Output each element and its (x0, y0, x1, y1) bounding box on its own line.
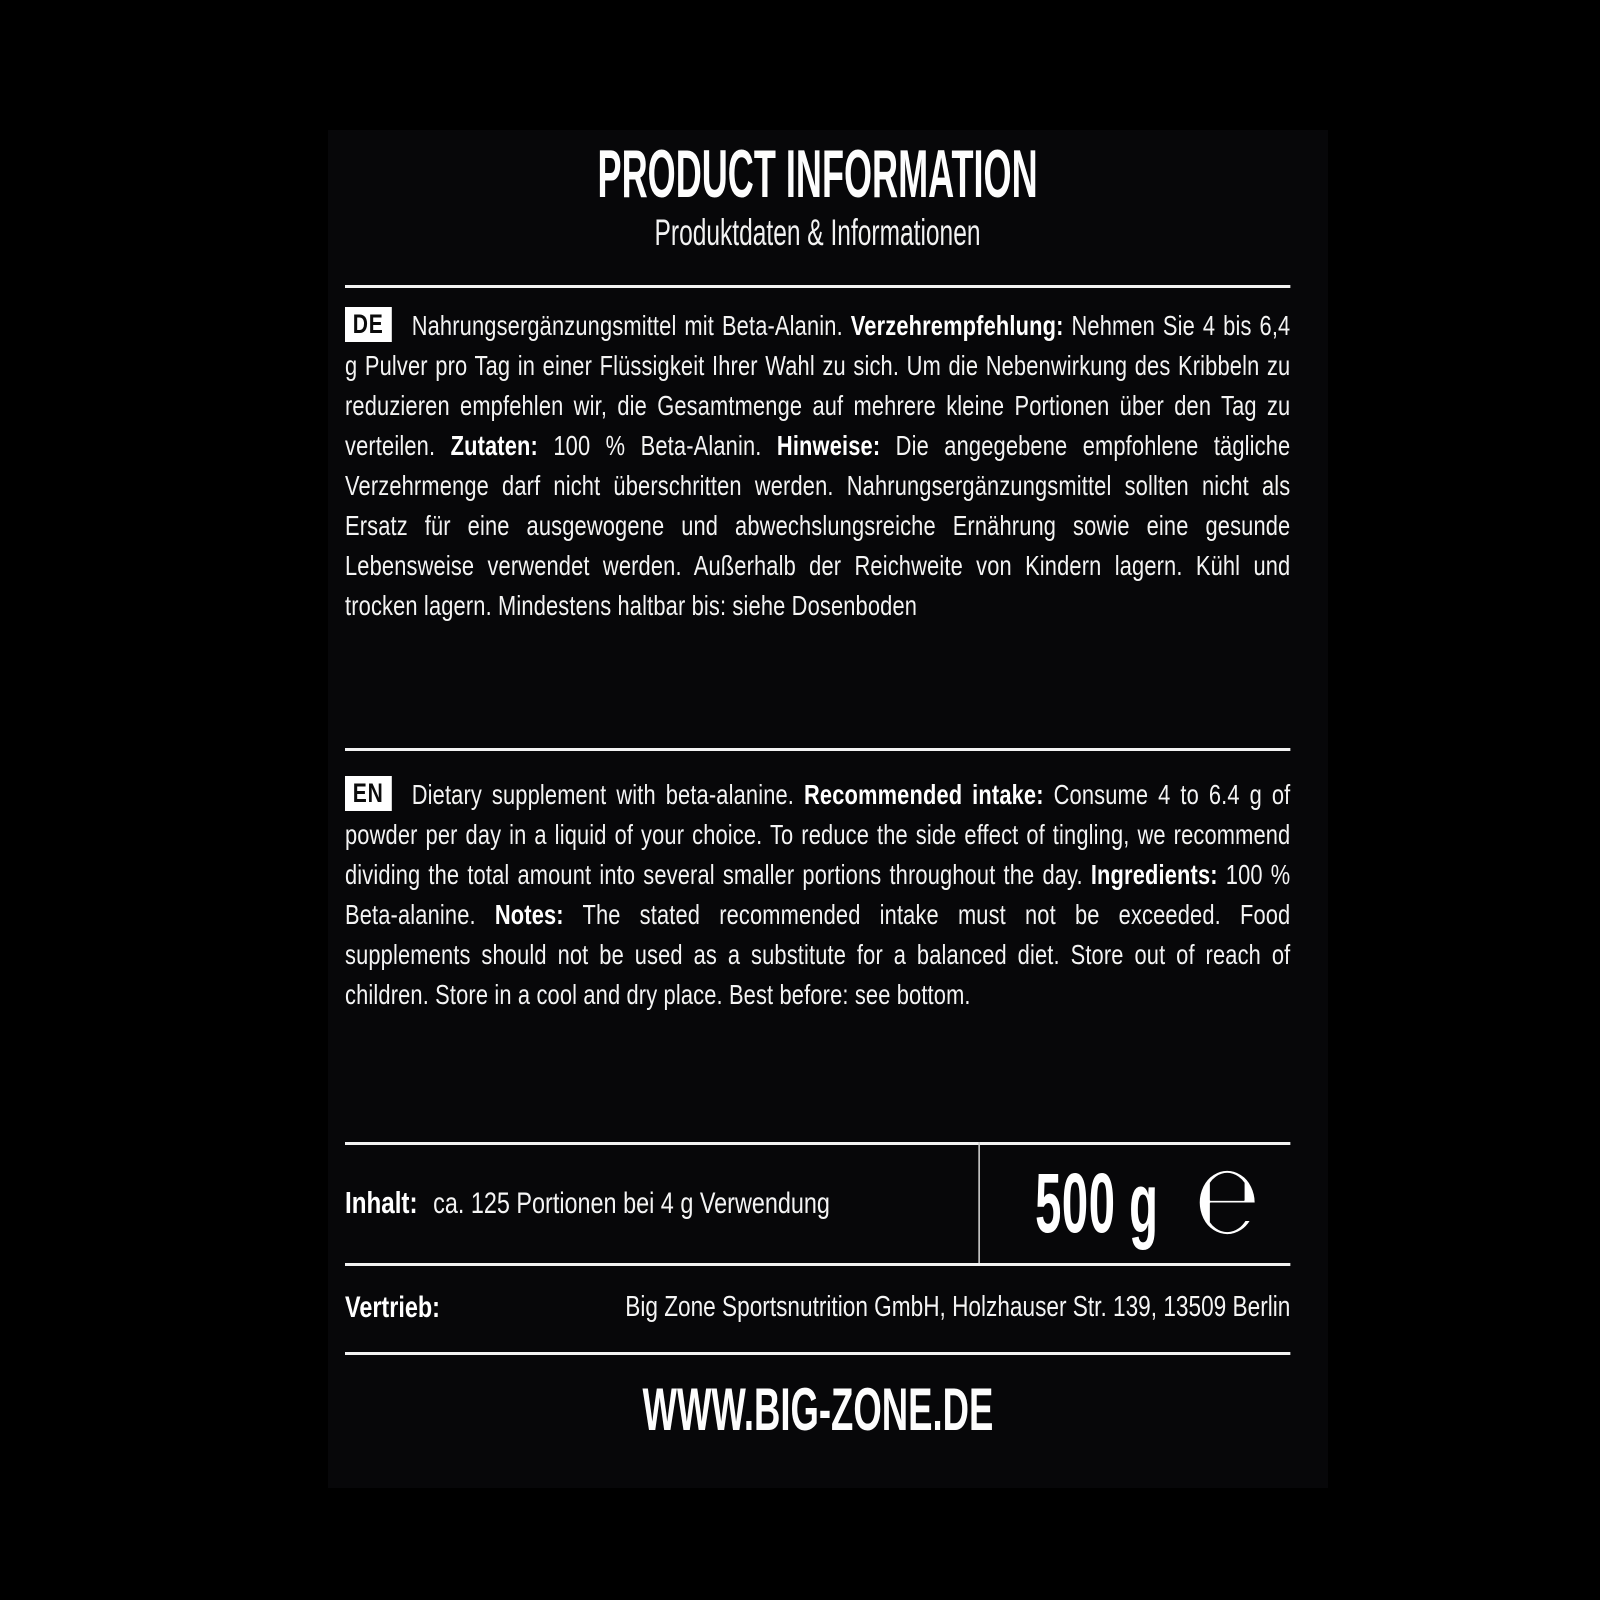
website-url-text: WWW.BIG-ZONE.DE (642, 1376, 994, 1443)
net-weight-cell (978, 1142, 1290, 1263)
content-row (345, 1142, 1290, 1263)
label-header (345, 138, 1290, 254)
content-cell (345, 1185, 978, 1221)
distributor-value: Big Zone Sportsnutrition GmbH, Holzhauser Str. 139, 13509 Berlin (625, 1291, 1291, 1323)
distributor-label: Vertrieb: (345, 1290, 440, 1324)
content-value: ca. 125 Portionen bei 4 g Verwendung (433, 1186, 830, 1220)
estimated-sign-icon: ℮ (1195, 1143, 1260, 1256)
de-paragraph: DE Nahrungsergänzungsmittel mit Beta-Alanin. Verzehrempfehlung: Nehmen Sie 4 bis 6,4 g Pulver pro Tag in einer Flüssigkeit Ihrer Wahl zu sich. Um die Nebenwirkung des Kribbeln zu reduzieren empfehlen wir, die Gesamtmenge auf mehrere kleine Portionen über den Tag zu verteilen. Zutaten: 100 % Beta-Alanin. Hinweise: Die angegebene empfohlene tägliche Verzehrmenge darf nicht überschritten werden. Nahrungsergänzungsmittel sollten nicht als Ersatz für eine ausgewogene und abwechslungsreiche Ernährung sowie eine gesunde Lebensweise verwendet werden. Außerhalb der Reichweite von Kindern lagern. Kühl und trocken lagern. Mindestens haltbar bis: siehe Dosenboden (345, 309, 1291, 621)
divider-header (345, 285, 1290, 288)
de-language-badge: DE (345, 307, 391, 342)
page-subtitle-text: Produktdaten & Informationen (654, 212, 981, 253)
divider-de-en (345, 748, 1290, 751)
website-url (345, 1378, 1290, 1442)
net-weight: 500 g (1035, 1155, 1159, 1250)
distributor-row (345, 1263, 1290, 1352)
page-title (345, 138, 1290, 210)
product-label-panel (328, 130, 1328, 1488)
content-label: Inhalt: (345, 1184, 418, 1220)
en-paragraph: EN Dietary supplement with beta-alanine. Recommended intake: Consume 4 to 6.4 g of powder per day in a liquid of your choice. To reduce the side effect of tingling, we recommend dividing the total amount into several smaller portions throughout the day. Ingredients: 100 % Beta-alanine. Notes: The stated recommended intake must not be exceeded. Food supplements should not be used as a substitute for a balanced diet. Store out of reach of children. Store in a cool and dry place. Best before: see bottom. (345, 778, 1291, 1010)
page-title-text: PRODUCT INFORMATION (597, 136, 1038, 212)
divider-footer (345, 1352, 1290, 1355)
label-content (345, 130, 1290, 1488)
page-subtitle (345, 212, 1290, 254)
en-language-badge: EN (345, 776, 391, 811)
